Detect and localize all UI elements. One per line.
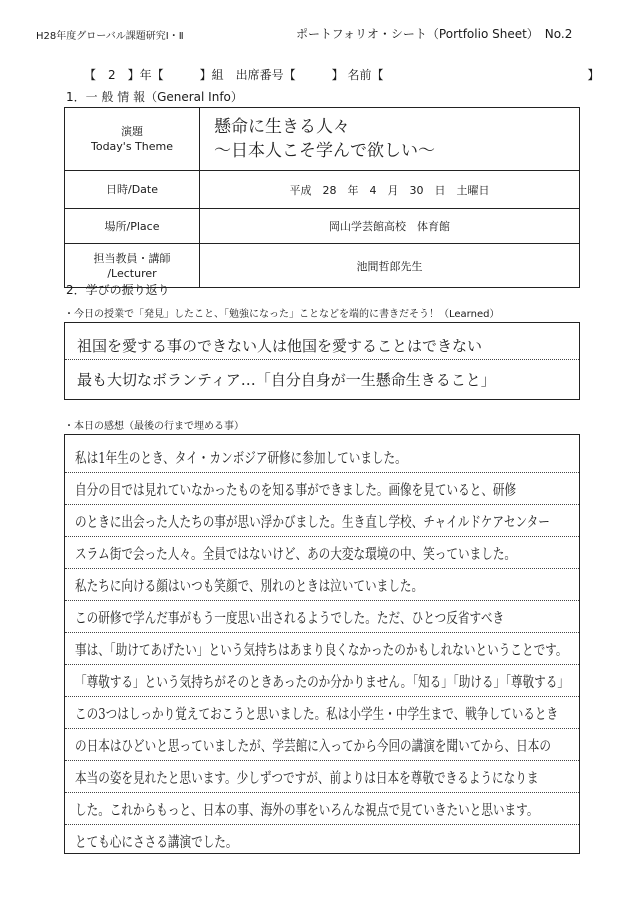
general-info-table [64,107,580,288]
learned-line: 最も大切なボランティア…「自分自身が一生懸命生きること」 [77,371,496,389]
impressions-prompt: ・本日の感想（最後の行まで埋める事） [64,421,244,432]
impressions-line: 「尊敬する」という気持ちがそのときあったのか分かりません。「知る」「助ける」「尊敬する」 [75,675,569,691]
theme-row [65,108,580,171]
impressions-line: 私たちに向ける顔はいつも笑顔で、別れのときは泣いていました。 [75,579,424,595]
impressions-line: 私は1年生のとき、タイ・カンボジア研修に参加していました。 [75,451,407,467]
lecturer-value: 池間哲郎先生 [200,244,580,288]
theme-value [200,108,580,171]
student-info-line: 【 2 】年【 】組 出席番号【 】 名前【 】 [84,68,600,82]
impressions-line: スラム街で会った人々。全員ではないけど、あの大変な環境の中、笑っていました。 [75,547,517,563]
place-row [65,209,580,244]
learned-prompt: ・今日の授業で「発見」したこと、「勉強になった」ことなどを端的に書きだそう！（Learned） [64,309,500,320]
theme-value-text: 懸命に生きる人々 〜日本人こそ学んで欲しい〜 [214,117,435,161]
impressions-text [75,443,580,854]
impressions-line: 本当の姿を見れたと思います。少しずつですが、前よりは日本を尊敬できるようになりま [75,771,539,787]
theme-label-text: 演題 Today's Theme [90,125,173,153]
learned-box [64,322,580,400]
impressions-line: この3つはしっかり覚えておこうと思いました。私は小学生・中学生まで、戦争しているとき [75,707,559,723]
impressions-line: とても心にささる講演でした。 [75,835,238,851]
impressions-line: この研修で学んだ事がもう一度思い出されるようでした。ただ、ひとつ反省すべき [75,611,505,627]
date-value: 平成 28 年 4 月 30 日 土曜日 [200,171,580,209]
impressions-line: 事は、「助けてあげたい」という気持ちはあまり良くなかったのかもしれないということです。 [75,643,568,659]
date-row [65,171,580,209]
theme-label [65,108,200,171]
impressions-line: の日本はひどいと思っていましたが、学芸館に入ってから今回の講演を聞いてから、日本の [75,739,551,755]
place-label: 場所/Place [65,209,200,244]
impressions-line: した。これからもっと、日本の事、海外の事をいろんな視点で見ていきたいと思います。 [75,803,539,819]
impressions-line: 自分の目では見れていなかったものを知る事ができました。画像を見ていると、研修 [75,483,517,499]
learned-line: 祖国を愛する事のできない人は他国を愛することはできない [77,337,483,355]
impressions-box [64,434,580,854]
section-general-info-title: 1．一 般 情 報（General Info） [66,90,243,104]
date-label: 日時/Date [65,171,200,209]
learned-text [77,329,496,397]
impressions-line: のときに出会った人たちの事が思い浮かびました。生き直し学校、チャイルドケアセンター [75,515,550,531]
lecturer-label-text: 担当教員・講師 /Lecturer [93,251,171,280]
section-reflection-title: 2．学びの振り返り [66,283,170,297]
sheet-title: ポートフォリオ・シート（Portfolio Sheet） No.2 [296,27,573,41]
course-title: H28年度グローバル課題研究Ⅰ・Ⅱ [36,31,184,42]
place-value: 岡山学芸館高校 体育館 [200,209,580,244]
